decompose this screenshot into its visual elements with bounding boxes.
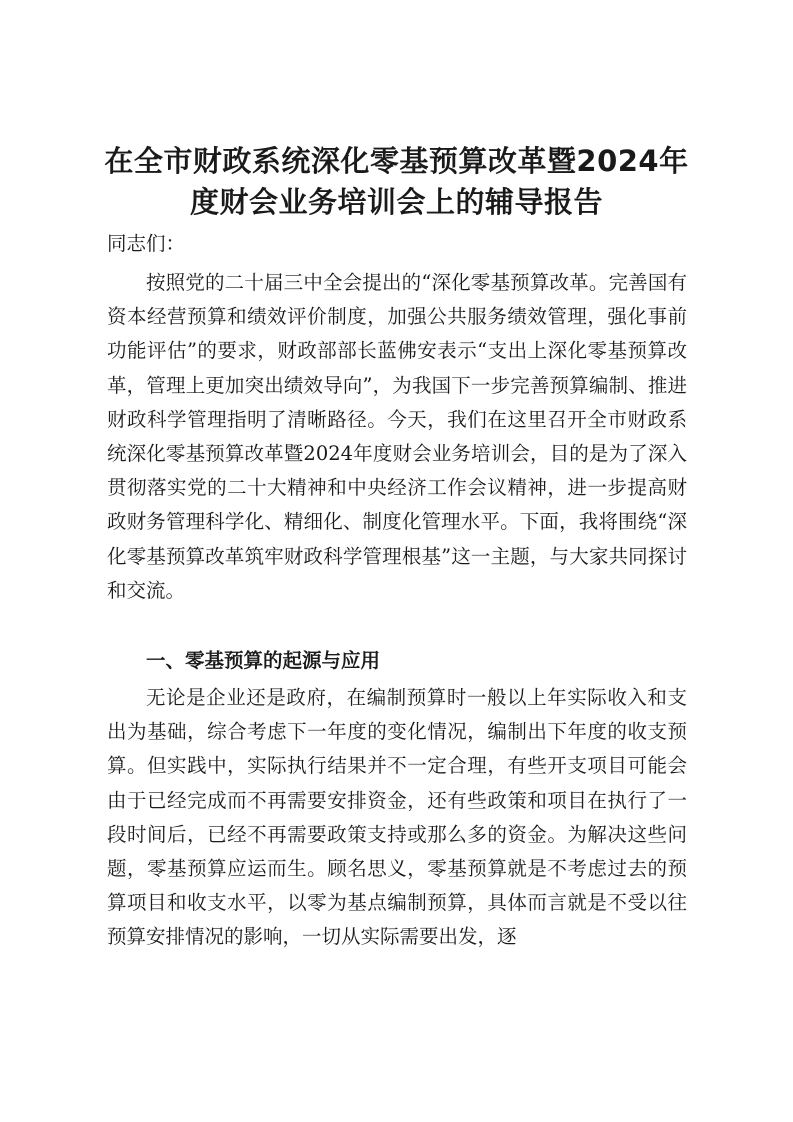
intro-paragraph: 按照党的二十届三中全会提出的“深化零基预算改革。完善国有资本经营预算和绩效评价制度，加强公共服务绩效管理，强化事前功能评估”的要求，财政部部长蓝佛安表示“支出上深化零基预算改革，管理上更加突出绩效导向”，为我国下一步完善预算编制、推进财政科学管理指明了清晰路径。今天，我们在这里召开全市财政系统深化零基预算改革暨2024年度财会业务培训会，目的是为了深入贯彻落实党的二十大精神和中央经济工作会议精神，进一步提高财政财务管理科学化、精细化、制度化管理水平。下面，我将围绕“深化零基预算改革筑牢财政科学管理根基”这一主题，与大家共同探讨和交流。 <box>107 271 687 602</box>
salutation: 同志们： <box>107 232 186 255</box>
section-heading: 一、零基预算的起源与应用 <box>146 649 381 672</box>
section-paragraph: 无论是企业还是政府，在编制预算时一般以上年实际收入和支出为基础，综合考虑下一年度的变化情况，编制出下年度的收支预算。但实践中，实际执行结果并不一定合理，有些开支项目可能会由于已经完成而不再需要安排资金，还有些政策和项目在执行了一段时间后，已经不再需要政策支持或那么多的资金。为解决这些问题，零基预算应运而生。顾名思义，零基预算就是不考虑过去的预算项目和收支水平，以零为基点编制预算，具体而言就是不受以往预算安排情况的影响，一切从实际需要出发，逐 <box>107 686 687 949</box>
document-title: 在全市财政系统深化零基预算改革暨2024年度财会业务培训会上的辅导报告 <box>104 144 689 219</box>
